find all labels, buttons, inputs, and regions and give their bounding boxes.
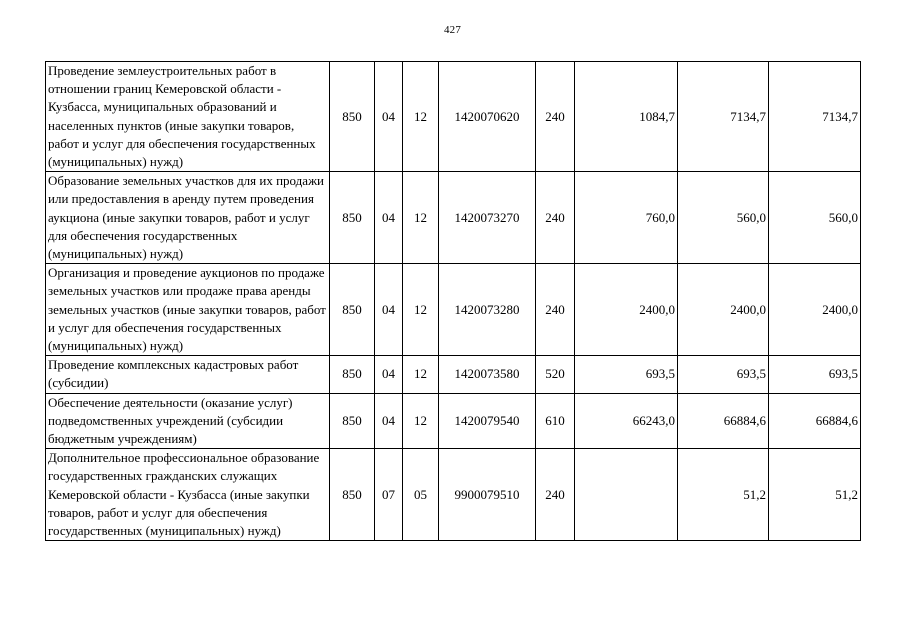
amount-year-3: 51,2 (769, 449, 861, 541)
amount-year-1: 693,5 (575, 356, 678, 393)
ministry-code: 850 (330, 62, 375, 172)
section-code: 04 (375, 264, 403, 356)
row-description: Обеспечение деятельности (оказание услуг) подведомственных учреждений (субсидии бюджетным учреждениям) (46, 393, 330, 449)
amount-year-2: 2400,0 (678, 264, 769, 356)
ministry-code: 850 (330, 264, 375, 356)
amount-year-2: 560,0 (678, 172, 769, 264)
amount-year-1: 66243,0 (575, 393, 678, 449)
row-description: Проведение землеустроительных работ в отношении границ Кемеровской области - Кузбасса, муниципальных образований и населенных пунктов (иные закупки товаров, работ и услуг для обеспечения государственных (муниципальных) нужд) (46, 62, 330, 172)
expense-type-code: 520 (536, 356, 575, 393)
amount-year-1: 760,0 (575, 172, 678, 264)
expense-type-code: 240 (536, 264, 575, 356)
row-description: Образование земельных участков для их продажи или предоставления в аренду путем проведения аукциона (иные закупки товаров, работ и услуг для обеспечения государственных (муниципальных) нужд) (46, 172, 330, 264)
amount-year-3: 7134,7 (769, 62, 861, 172)
table-row (46, 62, 861, 172)
section-code: 07 (375, 449, 403, 541)
target-article-code: 1420070620 (439, 62, 536, 172)
budget-table (45, 61, 861, 541)
table-row (46, 393, 861, 449)
amount-year-2: 66884,6 (678, 393, 769, 449)
expense-type-code: 240 (536, 62, 575, 172)
amount-year-2: 51,2 (678, 449, 769, 541)
table-row (46, 172, 861, 264)
section-code: 04 (375, 393, 403, 449)
subsection-code: 12 (403, 393, 439, 449)
amount-year-2: 693,5 (678, 356, 769, 393)
ministry-code: 850 (330, 449, 375, 541)
expense-type-code: 240 (536, 172, 575, 264)
amount-year-3: 693,5 (769, 356, 861, 393)
section-code: 04 (375, 356, 403, 393)
subsection-code: 12 (403, 264, 439, 356)
amount-year-1 (575, 449, 678, 541)
table-row (46, 356, 861, 393)
expense-type-code: 610 (536, 393, 575, 449)
ministry-code: 850 (330, 393, 375, 449)
amount-year-3: 560,0 (769, 172, 861, 264)
amount-year-3: 66884,6 (769, 393, 861, 449)
row-description: Проведение комплексных кадастровых работ (субсидии) (46, 356, 330, 393)
page-number: 427 (443, 24, 462, 36)
amount-year-2: 7134,7 (678, 62, 769, 172)
row-description: Дополнительное профессиональное образование государственных гражданских служащих Кемеровской области - Кузбасса (иные закупки товаров, работ и услуг для обеспечения государственных (муниципальных) нужд) (46, 449, 330, 541)
target-article-code: 1420073580 (439, 356, 536, 393)
target-article-code: 1420079540 (439, 393, 536, 449)
table-row (46, 449, 861, 541)
section-code: 04 (375, 172, 403, 264)
ministry-code: 850 (330, 356, 375, 393)
subsection-code: 05 (403, 449, 439, 541)
expense-type-code: 240 (536, 449, 575, 541)
ministry-code: 850 (330, 172, 375, 264)
subsection-code: 12 (403, 62, 439, 172)
amount-year-1: 1084,7 (575, 62, 678, 172)
subsection-code: 12 (403, 172, 439, 264)
table-row (46, 264, 861, 356)
row-description: Организация и проведение аукционов по продаже земельных участков или продаже права аренды земельных участков (иные закупки товаров, работ и услуг для обеспечения государственных (муниципальных) нужд) (46, 264, 330, 356)
target-article-code: 1420073280 (439, 264, 536, 356)
amount-year-1: 2400,0 (575, 264, 678, 356)
target-article-code: 1420073270 (439, 172, 536, 264)
amount-year-3: 2400,0 (769, 264, 861, 356)
section-code: 04 (375, 62, 403, 172)
subsection-code: 12 (403, 356, 439, 393)
target-article-code: 9900079510 (439, 449, 536, 541)
